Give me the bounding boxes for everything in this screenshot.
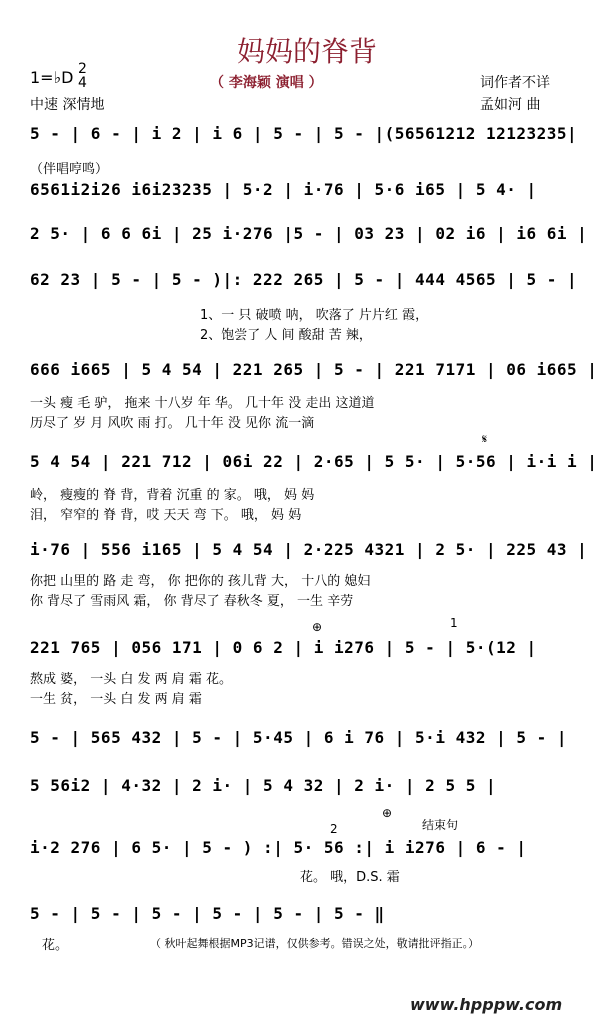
ending-1-label: 1: [450, 616, 458, 630]
lyric-line-7-1: 你把 山里的 路 走 弯， 你 把你的 孩儿背 大， 十八的 媳妇: [30, 574, 371, 589]
score-line-12: 5 - | 5 - | 5 - | 5 - | 5 - | 5 - ‖: [30, 904, 385, 923]
score-line-5: 666 i665 | 5 4 54 | 221 265 | 5 - | 221 7171 | 06 i665 |: [30, 360, 598, 379]
composer-credit: 孟如河 曲: [480, 97, 541, 113]
meter-top: 2: [78, 61, 87, 77]
ending-2-label: 2: [330, 822, 338, 836]
score-line-9: 5 - | 565 432 | 5 - | 5·45 | 6 i 76 | 5·i 432 | 5 - |: [30, 728, 568, 747]
meter-bottom: 4: [78, 75, 87, 91]
lyric-line-8-2: 一生 贫， 一头 白 发 两 肩 霜: [30, 692, 202, 707]
score-line-6: 5 4 54 | 221 712 | 06i 22 | 2·65 | 5 5· | 5·56 | i·i i |: [30, 452, 598, 471]
coda-mark: ⊕: [312, 620, 323, 634]
score-line-2: 6561i2i26 i6i23235 | 5·2 | i·76 | 5·6 i65 | 5 4· |: [30, 180, 537, 199]
coda-mark-2: ⊕: [382, 806, 393, 820]
lyric-line-6-2: 泪， 窄窄的 脊 背，哎 天天 弯 下。 哦， 妈 妈: [30, 508, 302, 523]
lyric-verse-2: 2、饱尝了 人 间 酸甜 苦 辣，: [200, 328, 372, 343]
score-line-1-note: （伴唱哼鸣）: [30, 162, 109, 177]
lyricist-credit: 词作者不详: [480, 75, 550, 91]
score-line-4: 62 23 | 5 - | 5 - )|: 222 265 | 5 - | 444 4565 | 5 - |: [30, 270, 578, 289]
lyric-line-7-2: 你 背尽了 雪雨风 霜， 你 背尽了 春秋冬 夏， 一生 辛劳: [30, 594, 354, 609]
score-line-11: i·2 276 | 6 5· | 5 - ) :| 5· 56 :| i i276 | 6 - |: [30, 838, 527, 857]
transcription-note: （ 秋叶起舞根据MP3记谱，仅供参考。错误之处，敬请批评指正。）: [150, 937, 480, 950]
lyric-line-8-1: 熬成 婆， 一头 白 发 两 肩 霜 花。: [30, 672, 233, 687]
singer-credit: （ 李海颖 演唱 ）: [210, 75, 323, 91]
lyric-line-6-1: 岭， 瘦瘦的 脊 背，背着 沉重 的 家。 哦， 妈 妈: [30, 488, 315, 503]
score-line-10: 5 56i2 | 4·32 | 2 i· | 5 4 32 | 2 i· | 2 5 5 |: [30, 776, 497, 795]
score-line-3: 2 5· | 6 6 6i | 25 i·276 |5 - | 03 23 | 02 i6 | i6 6i |: [30, 224, 588, 243]
lyric-line-5-1: 一头 瘦 毛 驴， 拖来 十八岁 年 华。 几十年 没 走出 这道道: [30, 396, 375, 411]
score-line-7: i·76 | 556 i165 | 5 4 54 | 2·225 4321 | 2 5· | 225 43 |: [30, 540, 588, 559]
tempo-marking: 中速 深情地: [30, 97, 105, 113]
ending-section-label: 结束句: [422, 818, 459, 832]
key-signature: 1=♭D: [30, 68, 74, 87]
score-line-1: 5 - | 6 - | i 2 | i 6 | 5 - | 5 - |(56561212 12123235|: [30, 124, 578, 143]
lyric-verse-1: 1、一 只 破喷 呐， 吹落了 片片红 霞，: [200, 308, 429, 323]
score-line-8: 221 765 | 056 171 | 0 6 2 | i i276 | 5 - | 5·(12 |: [30, 638, 537, 657]
segno-mark: 𝄋: [482, 432, 488, 446]
site-watermark: www.hpppw.com: [410, 995, 563, 1014]
lyric-line-5-2: 历尽了 岁 月 风吹 雨 打。 几十年 没 见你 流一滴: [30, 416, 315, 431]
song-title: 妈妈的脊背: [236, 35, 377, 68]
lyric-line-12: 花。: [42, 938, 69, 953]
time-signature: [78, 62, 87, 90]
lyric-line-11: 花。 哦，D.S. 霜: [300, 870, 400, 885]
